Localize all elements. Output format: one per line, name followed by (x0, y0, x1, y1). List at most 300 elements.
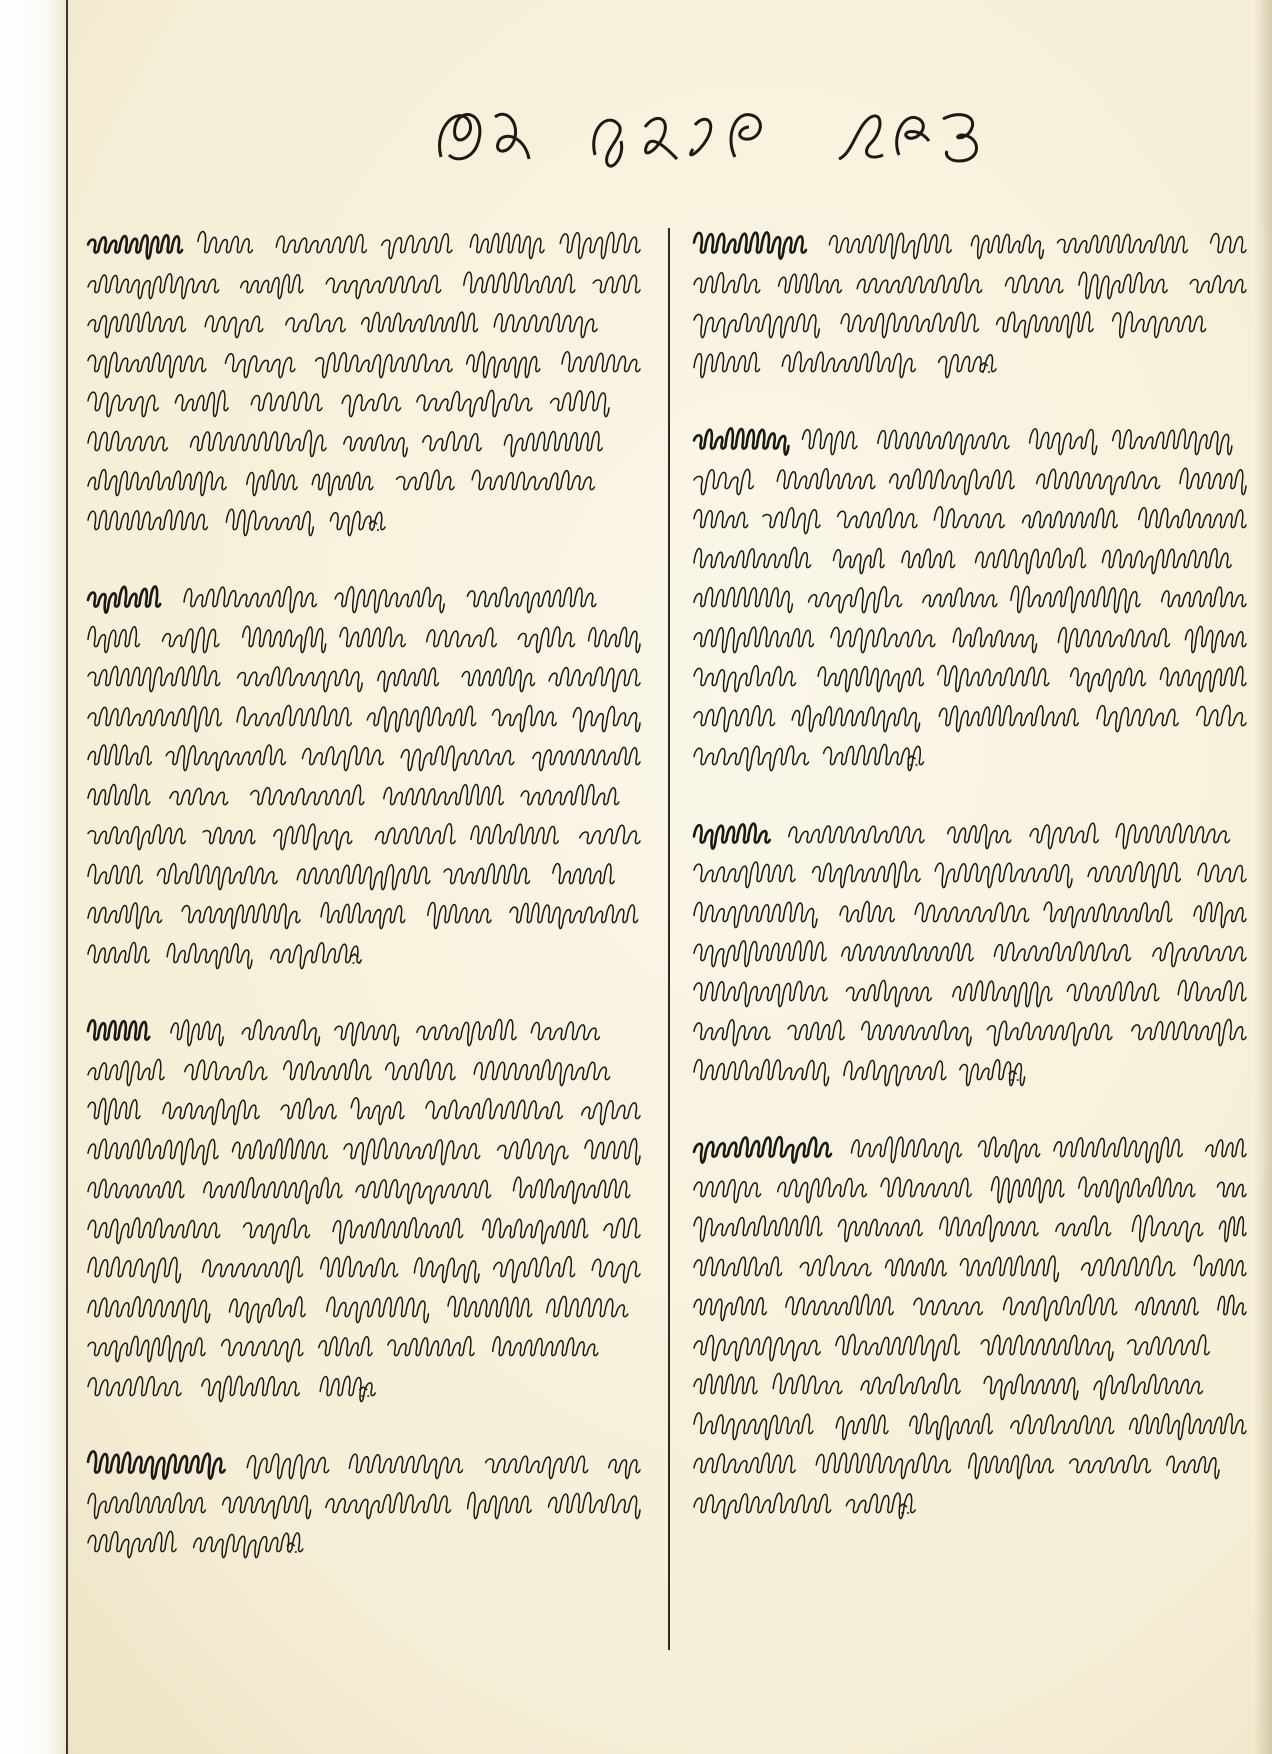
script-word (417, 390, 532, 416)
script-word (498, 1139, 568, 1164)
script-word (340, 627, 405, 647)
script-word (694, 1059, 829, 1085)
script-line-ink (690, 1287, 1250, 1327)
script-line (84, 816, 644, 856)
script-line (690, 658, 1250, 698)
script-word (694, 1137, 831, 1163)
script-word (1211, 234, 1246, 253)
script-word (88, 431, 167, 450)
script-word (167, 943, 252, 968)
script-word (788, 1020, 844, 1039)
script-line (84, 935, 370, 975)
script-line-ink (690, 1248, 1250, 1288)
script-line (690, 1129, 1250, 1169)
script-line-ink (690, 698, 1250, 738)
script-word (274, 824, 352, 850)
script-word (809, 587, 902, 613)
script-word (1190, 275, 1246, 292)
script-line (690, 1485, 919, 1525)
script-word (494, 1257, 575, 1283)
script-word (88, 1492, 205, 1518)
script-word (694, 510, 748, 528)
script-word (1194, 1255, 1246, 1275)
script-word (953, 627, 1036, 652)
script-line-ink (84, 1012, 644, 1052)
script-line-ink (84, 895, 644, 935)
script-word (1088, 862, 1180, 888)
script-word (694, 314, 819, 338)
script-word (1103, 548, 1232, 573)
script-word (789, 825, 924, 842)
script-word (448, 1296, 532, 1316)
script-word (553, 863, 614, 883)
script-word (251, 392, 322, 410)
script-line (690, 579, 1250, 619)
script-line (690, 304, 1250, 344)
script-line (84, 1368, 379, 1408)
script-line (84, 579, 644, 619)
script-word (694, 1453, 795, 1473)
script-word (763, 508, 820, 534)
script-line-ink (690, 1366, 1250, 1406)
script-word (344, 434, 407, 456)
script-word (205, 316, 263, 338)
script-word (844, 1060, 946, 1085)
script-word (88, 784, 150, 804)
script-line-ink (84, 265, 644, 305)
script-line-ink (690, 737, 928, 777)
script-word (470, 233, 544, 259)
script-word (1116, 823, 1229, 848)
script-line (84, 225, 644, 265)
script-word (88, 273, 219, 298)
script-word (981, 1335, 1113, 1360)
script-word (521, 784, 619, 804)
script-word (694, 1216, 822, 1242)
script-word (1132, 1019, 1246, 1045)
script-word (88, 626, 139, 652)
script-line-ink (84, 423, 644, 463)
page-heading (420, 92, 1000, 182)
script-word (902, 549, 955, 568)
script-line-ink (690, 1327, 1250, 1367)
script-word (88, 1376, 181, 1395)
script-word (987, 1021, 1112, 1045)
script-word (1030, 429, 1097, 455)
heading-word-2 (585, 97, 785, 177)
script-word (1197, 705, 1246, 725)
script-word (1217, 1182, 1246, 1196)
script-line-ink (690, 461, 1250, 501)
script-word (1113, 312, 1206, 338)
script-word (694, 666, 796, 692)
script-word (238, 667, 363, 692)
script-word (204, 1178, 342, 1204)
script-word (88, 1451, 225, 1478)
script-word (349, 1454, 462, 1478)
script-word (940, 1215, 1038, 1241)
script-word (247, 470, 297, 495)
script-word (321, 903, 405, 929)
script-line-ink (690, 1169, 1250, 1209)
script-word (694, 705, 775, 731)
script-word (185, 1060, 267, 1080)
script-line-ink (690, 579, 1250, 619)
script-word (582, 1101, 640, 1125)
script-word (531, 1022, 599, 1040)
script-word (1153, 943, 1246, 967)
script-word (241, 274, 303, 298)
script-line-ink (690, 1052, 1029, 1092)
script-word (203, 828, 255, 844)
script-word (222, 1339, 303, 1361)
script-word (1058, 234, 1188, 252)
script-word (838, 509, 917, 528)
script-word (493, 705, 557, 731)
script-word (938, 666, 1049, 692)
script-line-ink (84, 1249, 644, 1289)
page-binding-edge (0, 0, 66, 1754)
script-word (1162, 587, 1246, 607)
script-word (464, 272, 575, 293)
script-word (88, 1020, 149, 1039)
script-line (690, 619, 1250, 659)
script-word (88, 825, 185, 850)
script-word (467, 351, 540, 377)
script-word (818, 666, 923, 691)
script-word (979, 1137, 1040, 1163)
script-word (840, 901, 894, 921)
script-word (401, 746, 514, 771)
script-word (994, 942, 1130, 961)
script-word (778, 1177, 867, 1202)
script-line-ink (690, 815, 1250, 855)
script-line (690, 1052, 1029, 1092)
script-word (976, 548, 1086, 574)
script-word (414, 1258, 479, 1283)
script-word (88, 1099, 140, 1125)
script-word (547, 1296, 628, 1316)
script-word (604, 1218, 640, 1237)
script-line-ink (84, 1052, 644, 1092)
script-line (690, 933, 1250, 973)
script-word (191, 430, 327, 456)
script-word (226, 509, 313, 535)
script-word (969, 1453, 1054, 1478)
script-word (1079, 272, 1167, 298)
script-line (84, 1524, 307, 1564)
script-word (230, 1296, 306, 1322)
script-word (88, 666, 220, 692)
script-word (504, 431, 602, 456)
script-line (84, 1052, 644, 1092)
script-word (1011, 586, 1140, 613)
script-word (878, 430, 1009, 454)
script-word (953, 981, 1052, 1007)
column-divider (668, 228, 670, 1650)
script-line (84, 777, 644, 817)
script-word (1178, 980, 1246, 1000)
script-line-ink (84, 777, 644, 817)
script-word (467, 587, 596, 612)
script-word (327, 1297, 429, 1323)
script-word (779, 273, 842, 292)
script-line-ink (84, 1368, 379, 1408)
script-line (84, 1289, 644, 1329)
script-line (690, 265, 1250, 305)
script-line (84, 1249, 644, 1289)
script-word (362, 312, 478, 332)
script-word (88, 1257, 181, 1283)
script-word (518, 626, 574, 652)
heading-word-3 (831, 97, 991, 177)
script-word (800, 1255, 871, 1275)
script-word (551, 391, 609, 417)
script-word (1167, 1456, 1219, 1478)
script-word (694, 1374, 757, 1393)
script-word (838, 1219, 922, 1241)
script-word (694, 902, 817, 927)
script-line (84, 1485, 644, 1525)
script-line-ink (690, 658, 1250, 698)
script-line-ink (84, 1328, 644, 1368)
script-word (88, 706, 221, 732)
script-word (836, 1414, 888, 1439)
script-word (852, 1137, 962, 1163)
script-word (1082, 1256, 1175, 1276)
script-line (690, 737, 928, 777)
script-word (242, 1020, 319, 1046)
script-line (690, 461, 1250, 501)
script-word (175, 391, 228, 417)
script-word (997, 312, 1093, 338)
script-word (88, 744, 151, 764)
script-word (829, 233, 951, 258)
script-word (88, 1217, 220, 1243)
script-word (1004, 1295, 1117, 1321)
script-word (1023, 508, 1118, 527)
script-word (472, 470, 594, 489)
script-word (580, 825, 640, 843)
script-word (533, 747, 640, 770)
script-word (836, 1334, 960, 1360)
script-word (992, 1176, 1064, 1202)
script-word (1037, 469, 1160, 494)
script-word (378, 668, 439, 692)
script-word (88, 470, 226, 496)
script-line (84, 1445, 644, 1485)
script-word (88, 352, 206, 377)
script-line (690, 344, 1000, 384)
script-word (333, 1217, 463, 1243)
script-line-ink (84, 344, 644, 384)
script-word (468, 1492, 532, 1518)
script-line-ink (84, 1091, 644, 1131)
script-word (694, 1335, 820, 1360)
script-word (694, 1412, 813, 1439)
script-word (88, 1138, 218, 1164)
script-line-ink (84, 935, 370, 975)
script-word (271, 942, 362, 968)
script-word (88, 586, 160, 612)
script-line (84, 423, 644, 463)
script-word (351, 1098, 404, 1125)
script-word (948, 824, 1011, 848)
script-line-ink (690, 1208, 1250, 1248)
script-word (1011, 1414, 1114, 1433)
script-word (777, 468, 875, 488)
script-word (474, 1059, 609, 1085)
script-word (549, 1492, 641, 1518)
script-word (1132, 1215, 1202, 1241)
script-line-ink (84, 856, 644, 896)
script-line-ink (84, 502, 389, 542)
script-line (84, 619, 644, 659)
script-word (831, 627, 935, 652)
script-word (842, 943, 973, 961)
script-word (166, 745, 285, 771)
script-line (690, 1012, 1250, 1052)
script-word (88, 1059, 164, 1085)
script-word (694, 746, 809, 771)
script-line (690, 540, 1250, 580)
script-line-ink (84, 698, 644, 738)
script-word (88, 235, 182, 258)
script-word (344, 1138, 480, 1164)
script-line-ink (84, 1289, 644, 1329)
script-line (690, 500, 1250, 540)
script-word (694, 1020, 770, 1046)
script-word (593, 275, 640, 292)
script-word (88, 942, 149, 962)
script-word (312, 472, 373, 495)
script-word (247, 1454, 328, 1479)
script-line-ink (84, 1485, 644, 1525)
script-line (690, 1327, 1250, 1367)
script-word (803, 429, 857, 455)
script-word (1079, 1177, 1195, 1203)
script-word (694, 981, 827, 1006)
script-word (915, 902, 1029, 921)
script-word (171, 1020, 223, 1046)
script-line (690, 225, 1250, 265)
script-line-ink (84, 462, 644, 502)
script-word (1070, 1455, 1151, 1472)
script-line-ink (690, 421, 1250, 461)
script-line-ink (84, 1131, 644, 1171)
script-word (88, 510, 208, 530)
left-margin-rule (66, 0, 68, 1754)
script-word (514, 1177, 630, 1204)
script-word (939, 705, 1078, 731)
terminal-mark (350, 954, 360, 963)
script-word (1180, 468, 1246, 494)
script-line (84, 856, 644, 896)
script-word (388, 1337, 474, 1356)
script-line (84, 1328, 644, 1368)
script-word (694, 352, 760, 377)
script-word (203, 1257, 303, 1283)
script-word (382, 234, 452, 259)
script-word (356, 1180, 491, 1204)
script-line-ink (84, 383, 644, 423)
script-line-ink (690, 894, 1250, 934)
script-word (549, 667, 640, 691)
script-word (881, 1177, 971, 1196)
script-word (286, 314, 346, 332)
script-word (326, 1492, 451, 1518)
script-line (84, 502, 389, 542)
script-line (84, 1210, 644, 1250)
script-word (233, 1138, 328, 1158)
script-word (198, 232, 253, 253)
script-line-ink (690, 225, 1250, 265)
script-word (592, 1259, 640, 1282)
script-line (690, 1287, 1250, 1327)
script-word (163, 627, 219, 652)
script-word (303, 746, 384, 771)
script-word (1097, 705, 1178, 731)
script-word (319, 1337, 372, 1356)
script-line (690, 1248, 1250, 1288)
script-line-ink (690, 304, 1250, 344)
script-word (694, 1493, 831, 1519)
script-word (223, 1495, 311, 1518)
script-word (376, 824, 456, 844)
script-line (690, 1169, 1250, 1209)
script-line (690, 1208, 1250, 1248)
script-word (694, 547, 811, 567)
script-line (84, 698, 644, 738)
script-word (316, 352, 453, 377)
script-word (281, 1099, 336, 1119)
script-line (690, 1445, 1250, 1485)
script-word (694, 272, 760, 292)
script-word (462, 667, 534, 691)
script-line (690, 894, 1250, 934)
script-word (694, 1257, 782, 1276)
script-word (934, 507, 1004, 528)
script-word (841, 312, 978, 337)
script-word (444, 863, 529, 883)
script-word (1198, 863, 1246, 881)
script-word (1160, 666, 1246, 691)
script-line-ink (84, 1170, 644, 1210)
script-line-ink (84, 225, 644, 265)
script-word (88, 903, 162, 929)
script-word (984, 1374, 1078, 1399)
script-word (562, 351, 640, 371)
script-word (589, 627, 640, 652)
script-word (493, 1337, 598, 1356)
script-line-ink (690, 933, 1250, 973)
script-word (423, 431, 482, 450)
page-edge-shadow (1254, 0, 1272, 1754)
script-word (427, 628, 497, 647)
script-word (960, 1255, 1058, 1281)
script-word (88, 392, 158, 416)
script-word (1056, 1216, 1111, 1236)
script-word (694, 862, 795, 888)
script-line (84, 658, 644, 698)
script-word (158, 863, 278, 889)
script-line-ink (690, 1129, 1250, 1169)
script-line-ink (84, 1445, 644, 1485)
script-word (846, 980, 931, 1006)
script-line-ink (690, 854, 1250, 894)
script-line-ink (84, 737, 644, 777)
script-word (342, 394, 400, 417)
